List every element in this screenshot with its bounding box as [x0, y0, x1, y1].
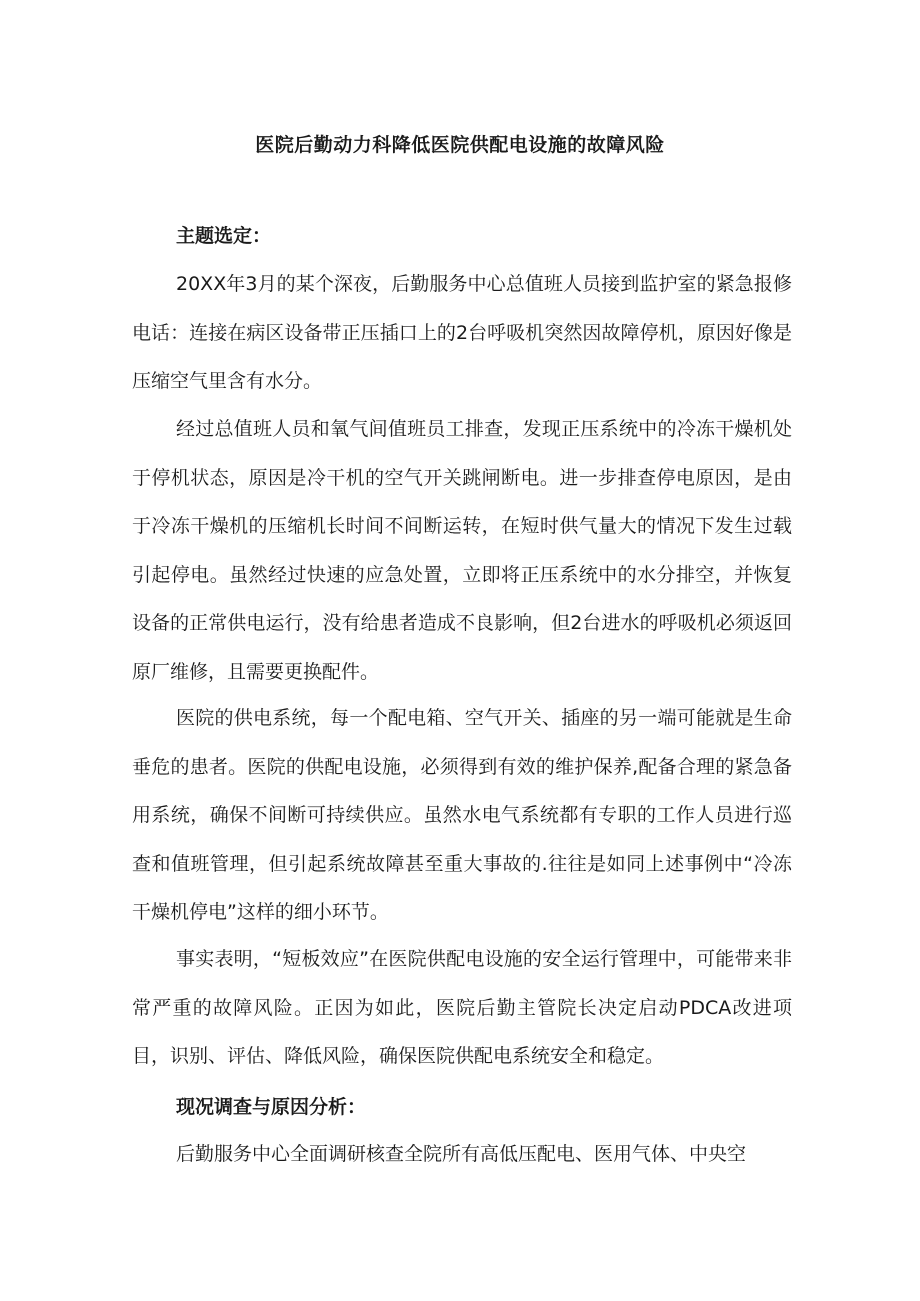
document-title: 医院后勤动力科降低医院供配电设施的故障风险: [255, 134, 665, 156]
paragraph-4: 事实表明，“短板效应”在医院供配电设施的安全运行管理中，可能带来非常严重的故障风险。正因为如此，医院后勤主管院长决定启动PDCA改进项目，识别、评估、降低风险，确保医院供配电系统安全和稳定。: [132, 948, 792, 1068]
paragraph-2: 经过总值班人员和氧气间值班员工排查，发现正压系统中的冷冻干燥机处于停机状态，原因是冷干机的空气开关跳闸断电。进一步排查停电原因，是由于冷冻干燥机的压缩机长时间不间断运转，在短时供气量大的情况下发生过载引起停电。虽然经过快速的应急处置，立即将正压系统中的水分排空，并恢复设备的正常供电运行，没有给患者造成不良影响，但2台进水的呼吸机必须返回原厂维修，且需要更换配件。: [132, 418, 792, 683]
section-heading-investigation: 现况调查与原因分析：: [176, 1096, 367, 1118]
section-heading-topic-selection: 主题选定：: [176, 225, 272, 247]
paragraph-1: 20XX年3月的某个深夜，后勤服务中心总值班人员接到监护室的紧急报修电话：连接在病区设备带正压插口上的2台呼吸机突然因故障停机，原因好像是压缩空气里含有水分。: [132, 273, 792, 393]
paragraph-5: 后勤服务中心全面调研核查全院所有高低压配电、医用气体、中央空: [176, 1143, 747, 1165]
paragraph-3: 医院的供电系统，每一个配电箱、空气开关、插座的另一端可能就是生命垂危的患者。医院的供配电设施，必须得到有效的维护保养,配备合理的紧急备用系统，确保不间断可持续供应。虽然水电气系统都有专职的工作人员进行巡查和值班管理，但引起系统故障甚至重大事故的.往往是如同上述事例中“冷冻干燥机停电”这样的细小环节。: [132, 707, 792, 924]
